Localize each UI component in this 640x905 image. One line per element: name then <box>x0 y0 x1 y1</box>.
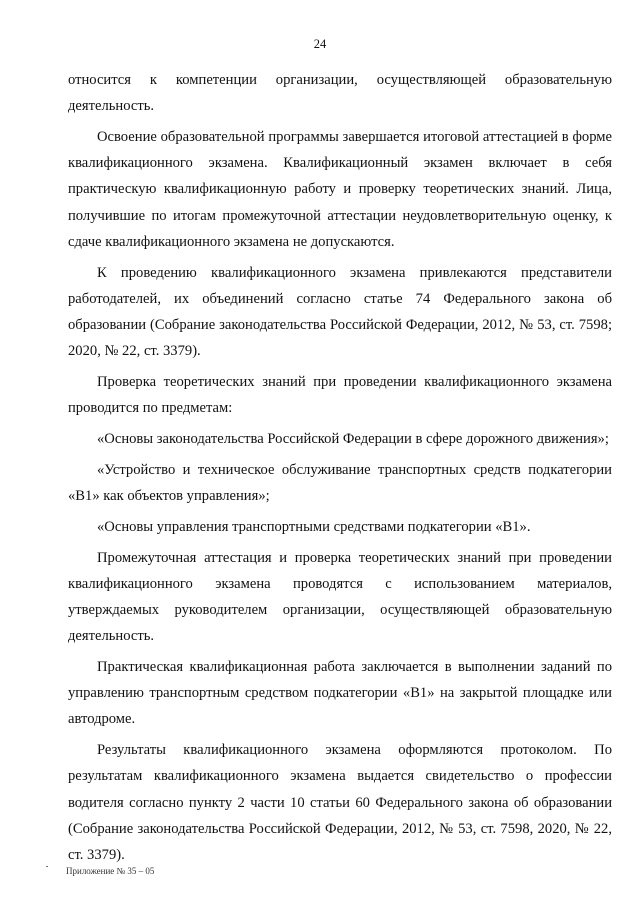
page-number: 24 <box>313 37 327 51</box>
paragraph-exam-results: Результаты квалификационного экзамена оформляются протоколом. По результатам квалификационного экзамена выдается свидетельство о профессии водителя согласно пункту 2 части 10 статьи 60 Федерального закона об образовании (Собрание законодательства Российской Федерации, 2012, № 53, ст. 7598, 2020, № 22, ст. 3379). <box>68 742 612 864</box>
document-body <box>68 67 612 873</box>
paragraph-employer-representatives: К проведению квалификационного экзамена привлекаются представители работодателей, их объединений согласно статье 74 Федерального закона об образовании (Собрание законодательства Российской Федерации, 2012, № 53, ст. 7598; 2020, № 22, ст. 3379). <box>68 264 612 360</box>
paragraph-theory-check: Проверка теоретических знаний при проведении квалификационного экзамена проводится по предметам: <box>68 374 612 417</box>
paragraph-intermediate-attestation: Промежуточная аттестация и проверка теоретических знаний при проведении квалификационного экзамена проводятся с использованием материалов, утверждаемых руководителем организации, осуществляющей образовательную деятельность. <box>68 549 612 645</box>
subject-item-vehicle-control: «Основы управления транспортными средствами подкатегории «В1». <box>97 518 531 535</box>
paragraph-practical-work: Практическая квалификационная работа заключается в выполнении заданий по управлению транспортным средством подкатегории «В1» на закрытой площадке или автодроме. <box>68 659 612 728</box>
paragraph-continuation: относится к компетенции организации, осуществляющей образовательную деятельность. <box>68 72 612 115</box>
subject-item-vehicle-maintenance: «Устройство и техническое обслуживание транспортных средств подкатегории «В1» как объектов управления»; <box>68 461 612 505</box>
subject-item-legislation: «Основы законодательства Российской Федерации в сфере дорожного движения»; <box>97 431 609 448</box>
paragraph-final-attestation: Освоение образовательной программы завершается итоговой аттестацией в форме квалификационного экзамена. Квалификационный экзамен включает в себя практическую квалификационную работу и проверку теоретических знаний. Лица, получившие по итогам промежуточной аттестации неудовлетворительную оценку, к сдаче квалификационного экзамена не допускаются. <box>68 129 612 250</box>
margin-mark <box>46 866 48 867</box>
footer-attachment-label: Приложение № 35 – 05 <box>66 866 155 876</box>
